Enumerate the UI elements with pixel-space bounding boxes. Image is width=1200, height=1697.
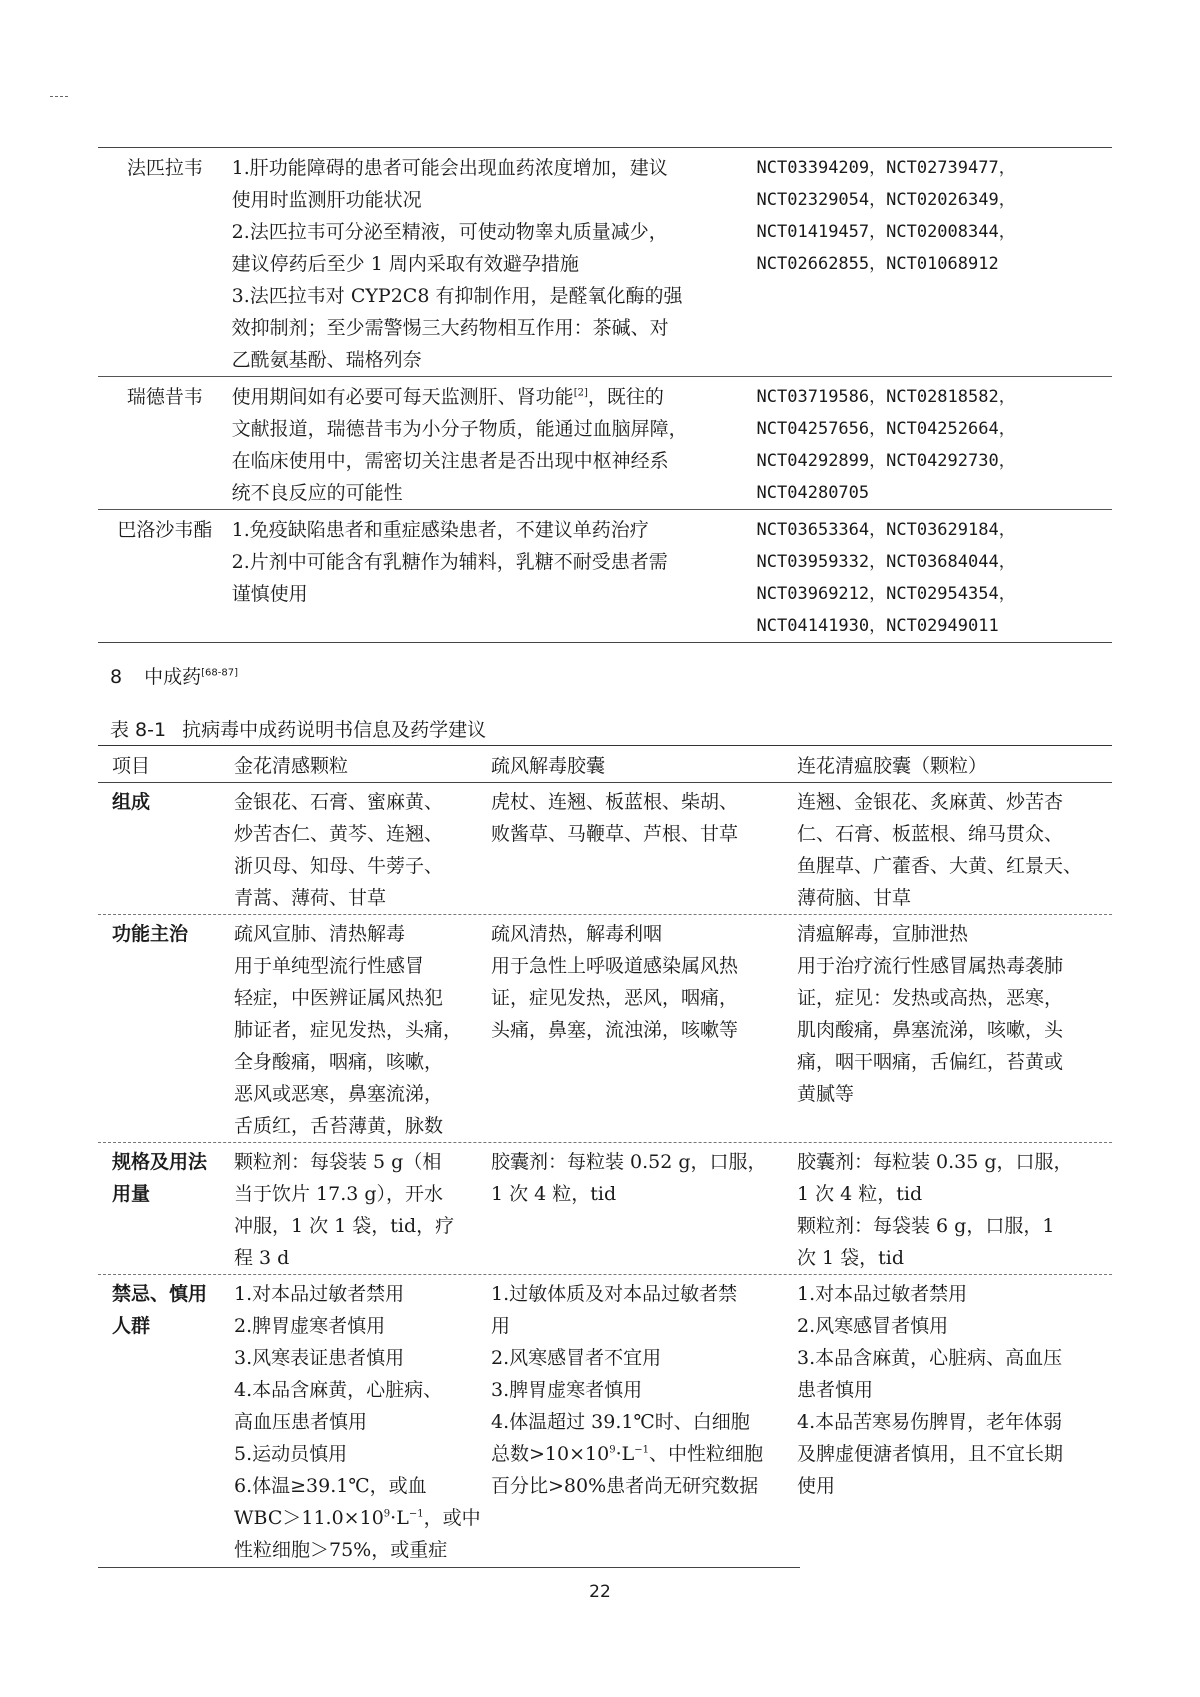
cell-line: 2.风寒感冒者慎用 [797,1315,949,1337]
cell-line: 连翘、金银花、炙麻黄、炒苦杏 [797,791,1064,813]
cell [491,918,797,1142]
cell-line: 头痛，鼻塞，流浊涕，咳嗽等 [491,1019,739,1041]
exponent: −1 [634,1444,649,1456]
drug-notes [232,381,747,509]
trial-line: NCT04141930，NCT02949011 [756,616,999,636]
cell-line: 用于治疗流行性感冒属热毒袭肺 [797,955,1064,977]
cell-line: 胶囊剂：每粒装 0.52 g，口服， [491,1151,767,1173]
cell-line: 高血压患者慎用 [234,1411,368,1433]
cell-line: 胶囊剂：每粒装 0.35 g，口服， [797,1151,1073,1173]
cell-line: 虎杖、连翘、板蓝根、柴胡、 [491,791,739,813]
note-line: 2.法匹拉韦可分泌至精液，可使动物睾丸质量减少， [231,221,668,243]
table-caption-text: 抗病毒中成药说明书信息及药学建议 [182,719,487,741]
drug-name: 法匹拉韦 [126,157,203,179]
row-label-line: 规格及用法 [112,1151,208,1173]
tcm-table [98,745,1112,1566]
column-header: 疏风解毒胶囊 [491,754,606,777]
note-line: 统不良反应的可能性 [231,482,403,504]
cell-line: 仁、石膏、板蓝根、绵马贯众、 [797,823,1064,845]
cell-line: 炒苦杏仁、黄芩、连翘、 [234,823,444,845]
cell [491,1146,797,1274]
cell-text: WBC＞11.0×10 [234,1507,384,1529]
cell [234,918,491,1142]
cell-line: 疏风清热，解毒利咽 [491,923,663,945]
note-text: ，既往的 [587,386,664,408]
header-mark [50,96,68,97]
drug-name: 瑞德昔韦 [126,386,203,408]
note-line: 3.法匹拉韦对 CYP2C8 有抑制作用，是醛氧化酶的强 [231,285,683,307]
cell-line [491,1438,797,1470]
table-row [98,509,1112,642]
table-number: 表 8-1 [110,719,167,741]
cell-line: 4.体温超过 39.1℃时、白细胞 [491,1411,750,1433]
cell-line: 4.本品含麻黄，心脏病、 [234,1379,443,1401]
row-label: 功能主治 [112,923,189,945]
page-number: 22 [589,1582,611,1602]
table-row [98,1143,1112,1275]
trial-line: NCT03969212，NCT02954354， [756,584,1016,604]
citation-ref: [68-87] [201,667,238,679]
cell-line: 疏风宣肺、清热解毒 [234,923,406,945]
exponent: 9 [609,1444,616,1456]
cell-line: 证，症见：发热或高热，恶寒， [797,987,1064,1009]
cell-line: 用于急性上呼吸道感染属风热 [491,955,739,977]
note-line: 使用时监测肝功能状况 [231,189,422,211]
column-header: 项目 [112,754,151,777]
table-row [98,376,1112,509]
cell [797,1278,1112,1566]
cell-line: 1 次 4 粒，tid [491,1183,617,1205]
cell-line: 颗粒剂：每袋装 5 g（相 [234,1151,442,1173]
citation-ref: [2] [573,387,588,399]
exponent: 9 [383,1508,391,1520]
cell-line: 黄腻等 [797,1083,855,1105]
cell-line: 证，症见发热，恶风，咽痛， [491,987,739,1009]
cell-line: 轻症，中医辨证属风热犯 [234,987,444,1009]
cell [234,1278,491,1566]
row-label: 组成 [112,791,151,813]
cell-line: 鱼腥草、广藿香、大黄、红景天、 [797,855,1083,877]
cell-line: 5.运动员慎用 [234,1443,348,1465]
cell-line: 6.体温≥39.1℃，或血 [234,1475,427,1497]
trial-line: NCT03719586，NCT02818582， [756,387,1016,407]
cell-line: 浙贝母、知母、牛蒡子、 [234,855,444,877]
note-line: 效抑制剂；至少需警惕三大药物相互作用：茶碱、对 [231,317,669,339]
cell-line: 4.本品苦寒易伤脾胃，老年体弱 [797,1411,1063,1433]
exponent: −1 [408,1508,424,1520]
trial-line: NCT03394209，NCT02739477， [756,158,1016,178]
cell-line: 全身酸痛，咽痛，咳嗽， [234,1051,444,1073]
note-line: 谨慎使用 [231,583,308,605]
cell-line: 性粒细胞＞75%，或重症 [234,1539,448,1561]
cell-text: 总数>10×10 [491,1443,610,1465]
drug-notes [232,514,747,642]
cell-line: 患者慎用 [797,1379,874,1401]
trial-line: NCT03959332，NCT03684044， [756,552,1016,572]
cell-line: 1.对本品过敏者禁用 [234,1283,405,1305]
cell-line: 3.脾胃虚寒者慎用 [491,1379,643,1401]
cell-line: 1.对本品过敏者禁用 [797,1283,968,1305]
cell-line: 金银花、石膏、蜜麻黄、 [234,791,444,813]
cell-line: 3.风寒表证患者慎用 [234,1347,405,1369]
cell-line: 百分比>80%患者尚无研究数据 [491,1475,759,1497]
cell-line: 舌质红，舌苔薄黄，脉数 [234,1115,444,1137]
table-header-row [98,745,1112,783]
cell-line [234,1502,491,1534]
section-heading [110,662,238,689]
cell-line: 颗粒剂：每袋装 6 g，口服，1 [797,1215,1055,1237]
cell-line: 清瘟解毒，宣肺泄热 [797,923,969,945]
cell-line: 肺证者，症见发热，头痛， [234,1019,463,1041]
cell-line: 2.风寒感冒者不宜用 [491,1347,662,1369]
row-label [98,1278,234,1566]
drug-notes [232,152,747,376]
cell-line: 恶风或恶寒，鼻塞流涕， [234,1083,444,1105]
note-line: 1.肝功能障碍的患者可能会出现血药浓度增加，建议 [231,157,668,179]
row-label-line: 用量 [112,1183,151,1205]
column-header: 金花清感颗粒 [234,754,349,777]
trial-ids [747,381,1112,509]
cell [234,1146,491,1274]
note-line [232,381,747,413]
cell-line: 使用 [797,1475,836,1497]
note-line: 1.免疫缺陷患者和重症感染患者，不建议单药治疗 [231,519,649,541]
trial-ids [747,152,1112,376]
trial-line: NCT04292899，NCT04292730， [756,451,1016,471]
trial-line: NCT02662855，NCT01068912 [756,254,999,274]
cell [234,786,491,914]
note-line: 2.片剂中可能含有乳糖作为辅料，乳糖不耐受患者需 [231,551,668,573]
note-line: 乙酰氨基酚、瑞格列奈 [231,349,422,371]
cell-text: 、中性粒细胞 [649,1443,764,1465]
cell-line: 痛，咽干咽痛，舌偏红，苔黄或 [797,1051,1064,1073]
cell [797,1146,1112,1274]
cell-line: 用 [491,1315,511,1337]
row-label-line: 人群 [112,1315,151,1337]
table-caption [110,715,486,742]
table-bottom-rule [98,642,1112,643]
cell-line: 1.过敏体质及对本品过敏者禁 [491,1283,738,1305]
table-row [98,783,1112,915]
note-line: 建议停药后至少 1 周内采取有效避孕措施 [231,253,579,275]
table-row [98,1275,1112,1566]
cell-text: ·L [390,1507,409,1529]
trial-line: NCT02329054，NCT02026349， [756,190,1016,210]
trial-line: NCT04280705 [756,483,870,503]
cell-line: 薄荷脑、甘草 [797,887,912,909]
row-label [98,1146,234,1274]
cell-line: 败酱草、马鞭草、芦根、甘草 [491,823,739,845]
note-line: 在临床使用中，需密切关注患者是否出现中枢神经系 [231,450,669,472]
cell [797,786,1112,914]
cell [491,786,797,914]
trial-ids [747,514,1112,642]
cell-line: 及脾虚便溏者慎用，且不宜长期 [797,1443,1064,1465]
cell-line: 用于单纯型流行性感冒 [234,955,425,977]
cell-line: 当于饮片 17.3 g），开水 [234,1183,444,1205]
cell [797,918,1112,1142]
cell-line: 2.脾胃虚寒者慎用 [234,1315,386,1337]
cell [491,1278,797,1566]
cell-line: 程 3 d [234,1247,290,1269]
trial-line: NCT04257656，NCT04252664， [756,419,1016,439]
note-line: 文献报道，瑞德昔韦为小分子物质，能通过血脑屏障， [231,418,688,440]
cell-line: 青蒿、薄荷、甘草 [234,887,387,909]
table-continuation-rule [98,1567,800,1568]
table-row [98,915,1112,1143]
drug-safety-table [98,147,1112,643]
trial-line: NCT01419457，NCT02008344， [756,222,1016,242]
cell-text: ，或中 [423,1507,481,1529]
drug-name: 巴洛沙韦酯 [117,519,213,541]
section-number: 8 [110,666,123,688]
cell-line: 冲服，1 次 1 袋，tid，疗 [234,1215,455,1237]
cell-line: 次 1 袋，tid [797,1247,905,1269]
cell-text: ·L [615,1443,635,1465]
note-text: 使用期间如有必要可每天监测肝、肾功能 [231,386,574,408]
trial-line: NCT03653364，NCT03629184， [756,520,1016,540]
column-header: 连花清瘟胶囊（颗粒） [797,754,988,777]
cell-line: 3.本品含麻黄，心脏病、高血压 [797,1347,1063,1369]
section-title: 中成药 [144,666,202,688]
cell-line: 肌肉酸痛，鼻塞流涕，咳嗽，头 [797,1019,1064,1041]
cell-line: 1 次 4 粒，tid [797,1183,923,1205]
table-row [98,147,1112,376]
row-label-line: 禁忌、慎用 [112,1283,208,1305]
